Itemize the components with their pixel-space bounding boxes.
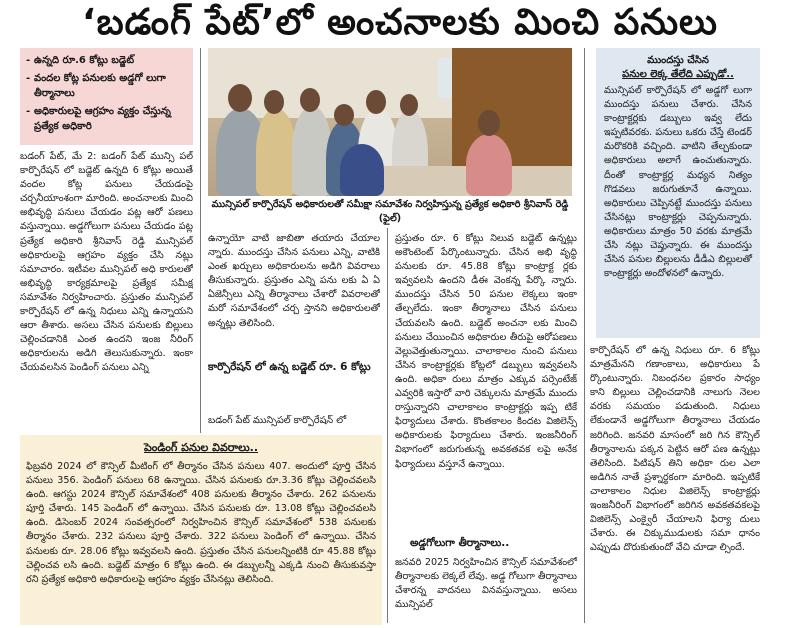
column-3-subheading: అడ్డగోలుగా తీర్మానాలు.. (410, 537, 510, 549)
photo-head (228, 84, 252, 112)
highlight-item: - అధికారులపై ఆగ్రహం వ్యక్తం చేస్తున్న ప్రత్యేక అధికారి (26, 104, 187, 134)
column-4-text: కార్పొరేషన్ లో ఉన్న నిధులు రూ. 6 కోట్లు మాత్రమేనని గణాంకాలు, అధికారులు పే ర్కొంటున్నారు. నిబంధనల ప్రకారం సాధ్యం కాని బిల్లులు చెల్లించడానికి నాలుగు నెలల వరకు సమయం పడుతుంది. నిధులు లేకుండానే అడ్డగోలుగా తీర్మానాలు చేయడం జరిగింది. జనవరి మాసంలో జరి గిన కౌన్సిల్ తీర్మానాలను పక్కన పెట్టిన ఆరో పణ ఉన్నట్లు తెలిసింది. పిటిషన్ తిని అధికా రుల ఎలా అడిగిన నాతే ప్రశ్నార్థకంగా మారింది. ఇప్పటికే చాలాకాలం నిధుల విజిలెన్స్ కాంట్రాక్టర్లు ఇంజనీరింగ్ విభాగంలో జరిగిన అవకతవకలపై విజిలెన్స్ ఎంక్వైరీ చేయాలని ఫిర్యా దులు చేశారు. ఈ చిక్కుముడులకు సమా ధానం ఎప్పుడు దొరుకుతుందో వేచి చూడా ల్సిందే. (590, 345, 760, 554)
news-photo (208, 48, 572, 196)
column-divider (584, 48, 585, 623)
sidebar-heading-line1: ముందస్తు చేసిన (647, 55, 709, 66)
column-3-text-continued: జనవరి 2025 నిర్వహించిన కౌన్సిల్ సమావేశంలో తీర్మానాలకు లెక్కలే లేవు. అడ్డ గోలుగా తీర్మానాలు చేశారన్న వాదనలు వినవస్తున్నాయి. అసలు మున్సిపల్ (395, 557, 577, 611)
photo-person (340, 144, 384, 196)
photo-head (478, 110, 500, 136)
photo-head (400, 94, 418, 116)
column-2-text-continued: బడంగ్ పేట్ మున్సిపల్ కార్పొరేషన్ లో (208, 415, 347, 426)
photo-person (256, 108, 296, 196)
photo-desk (358, 166, 572, 196)
photo-head (334, 104, 354, 126)
column-divider (200, 48, 201, 433)
photo-caption: మున్సిపల్ కార్పొరేషన్ అధికారులతో సమీక్షా సమావేశం నిర్వహిస్తున్న ప్రత్యేక అధికారి శ్రీనివాస్ రెడ్డి (ఫైల్) (211, 199, 569, 224)
pending-works-title: పెండింగ్ పనుల వివరాలు.. (143, 441, 259, 454)
photo-head (300, 88, 320, 112)
highlight-item: - ఉన్నది రూ.6 కోట్లు బడ్జెట్ (26, 53, 187, 68)
photo-person (466, 134, 512, 196)
highlights-box (20, 48, 193, 145)
sidebar-heading-line2: పనుల లెక్క తేలేది ఎప్పుడో.. (622, 69, 734, 80)
column-1-text: బడంగ్ పేట్, మే 2: బడంగ్ పేట్ మున్సి పల్ కార్పొరేషన్ లో బడ్జెట్ ఉన్నది 6 కోట్లు అయితే వందల కోట్ల పనులు చేయడంపై చర్చనీయాంశంగా మారింది. అంచనాలకు మించి అభివృద్ధి పనులు చేయడం పట్ల ఆరో పణలు వస్తున్నాయి. అడ్డగోలుగా పనులు చేయడం పట్ల ప్రత్యేక అధికారి శ్రీనివాస్ రెడ్డి మున్సిపల్ అధికారులపై ఆగ్రహం వ్యక్తం చేసి నట్లు సమాచారం. ఇటీవల మున్సిపల్ అధి కారులతో అభివృద్ధి కార్యక్రమాలపై ప్రత్యేక సమీక్ష సమావేశం నిర్వహించారు. ప్రస్తుతం మున్సిపల్ కార్పొరేషన్ లో ఉన్న నిధులు ఎన్ని ఉన్నాయని ఆరా తీశారు. అసలు చేసిన పనులకు బిల్లులు చెల్లించడానికి ఎంత ఉందని ఇంజ నీరింగ్ అధికారులను అడిగి తెలుసుకున్నారు. ఇంకా చేయవలసిన పెండింగ్ పనులు ఎన్ని (20, 151, 193, 374)
sidebar-heading (604, 54, 752, 82)
pending-works-body: ఫిబ్రవరి 2024 లో కౌన్సిల్ మీటింగ్ లో తీర్మానం చేసిన పనులు 407. అందులో పూర్తి చేసిన పనులు 356. పెండింగ్ పనులు 68 ఉన్నాయి. చేసిన పనులకు రూ.3.36 కోట్లు చెల్లించవలసి ఉంది. ఆగస్టు 2024 కౌన్సిల్ సమావేశంలో 408 పనులకు తీర్మానం చేశారు. 262 పనులను పూర్తి చేశారు. 145 పెండింగ్ లో ఉన్నాయి. చేసిన పనులకు రూ. 13.08 కోట్లు చెల్లించవలసి ఉంది. డిసెంబర్ 2024 సంవత్సరంలో నిర్వహించిన కౌన్సిల్ సమావేశంలో 538 పనులకు తీర్మానం చేశారు. 232 పనులు పూర్తి చేశారు. 322 పనులు పెండింగ్ లో ఉన్నాయి. చేసిన పనులకు రూ. 28.06 కోట్లు ఇవ్వవలసి ఉంది. ప్రస్తుతం చేసిన పనులన్నింటికి రూ 45.88 కోట్లు చెల్లించవ లసి ఉంది. బడ్జెట్ మాత్రం 6 కోట్లు ఉంది. ఈ డబ్బులన్నీ ఎక్కడి నుంచి తీసుకువస్తా రని ప్రత్యేక అధికారి అధికారులపై ఆగ్రహం వ్యక్తం చేసినట్లు తెలిసింది. (26, 461, 376, 585)
article-headline: ‘బడంగ్ పేట్’లో అంచనాలకు మించి పనులు (81, 2, 719, 43)
sidebar-box (596, 48, 760, 338)
photo-head (264, 90, 284, 114)
column-2-subheading: కార్పొరేషన్ లో ఉన్న బడ్జెట్ రూ. 6 కోట్లు (208, 361, 371, 373)
column-divider (387, 228, 388, 623)
column-3-text: ప్రస్తుతం రూ. 6 కోట్లు నిలువ బడ్జెట్ ఉన్నట్లు అకౌంటెంట్ పేర్కొంటున్నారు. చేసిన అభి వృద్ధి పనులకు రూ. 45.88 కోట్లు కాంట్రాక్ట ర్లకు ఇవ్వవలసి ఉందని డీఈ వెంకన్న పేర్కొ న్నారు. ముందస్తు చేసిన 50 పనుల లెక్కలు ఇంకా తేల్చలేదు. ఇంకా తీర్మానాలు చేసిన పనులు చేయవలసి ఉంది. బడ్జెట్ అంచనా లకు మించి పనులు చేయించిన అధికారుల తీరుపై ఆరోపణలు వెల్లువెత్తుతున్నాయి. చాలాకాలం నుంచి పనులు చేసిన కాంట్రాక్టర్లకు కోట్లలో డబ్బులు ఇవ్వవలసి ఉంది. అధికా రులు మాత్రం ఎక్కువ పర్సెంటేజ్ ఎవ్వరికి ఇస్తారో వారి చెక్కులను మాత్రమే ముందు రాస్తున్నారని చాలాకాలం కాంట్రాక్టర్లు ఇప్ప టికే ఫిర్యాదులు చేశారు. కొంతకాలం కిందట విజిలెన్స్ అధికారులకు ఫిర్యాదులు చేశారు. ఇంజనీరింగ్ విభాగంలో జరుగుతున్న అవకతవక లపై అనేక ఫిర్యాదులు వస్తూనే ఉన్నాయి. (395, 233, 577, 470)
highlight-item: - వందల కోట్ల పనులకు అడ్డగో లుగా తీర్మానాలు (26, 71, 187, 101)
column-2-text: ఉన్నాయో వాటి జాబితా తయారు చేయాల న్నారు. ముందస్తు చేసిన పనులు ఎన్ని, వాటికి ఎంత ఖర్చులు అధికారులను అడిగి వివరాలు తీసుకున్నారు. ప్రస్తుతం ఎన్ని పను లకు ఏ ఏ ఏజెన్సీలు ఎన్ని తీర్మానాలు చేశారో వివరాలతో మరో సమావేశంలో చర్చ స్తానని అధికారులతో అన్నట్లు తెలిసింది. (208, 233, 380, 329)
sidebar-body: మున్సిపల్ కార్పొరేషన్ లో అడ్డగో లుగా ముందస్తు పనులు చేశారు. చేసిన కాంట్రాక్టర్లకు డబ్బులు ఇవ్వ లేదు ఇప్పటివరకు. పనులు ఒకరు చేస్తే టెండర్ మరొకరికి వచ్చింది. వాటిని తేల్చకుండా అధికారులు అలాగే ఉంచుతున్నారు. దీంతో కాంట్రాక్టర్ల మధ్యన నిత్యం గొడవలు జరుగుతూనే ఉన్నాయి. అధికారులు చెప్పినట్టే ముందస్తు పనులు చేసినట్లు కాంట్రాక్టర్లు చెప్పనున్నారు. అధికారులు మాత్రం 50 వరకు మాత్రమే చేసి నట్లు చెప్తున్నారు. ఈ ముందస్తు చేసిన పనుల బిల్లులను డీడీఎ బిల్లులతో కాంట్రాక్టర్లు అందోళనలో ఉన్నారు. (604, 85, 752, 280)
photo-head (366, 90, 386, 114)
